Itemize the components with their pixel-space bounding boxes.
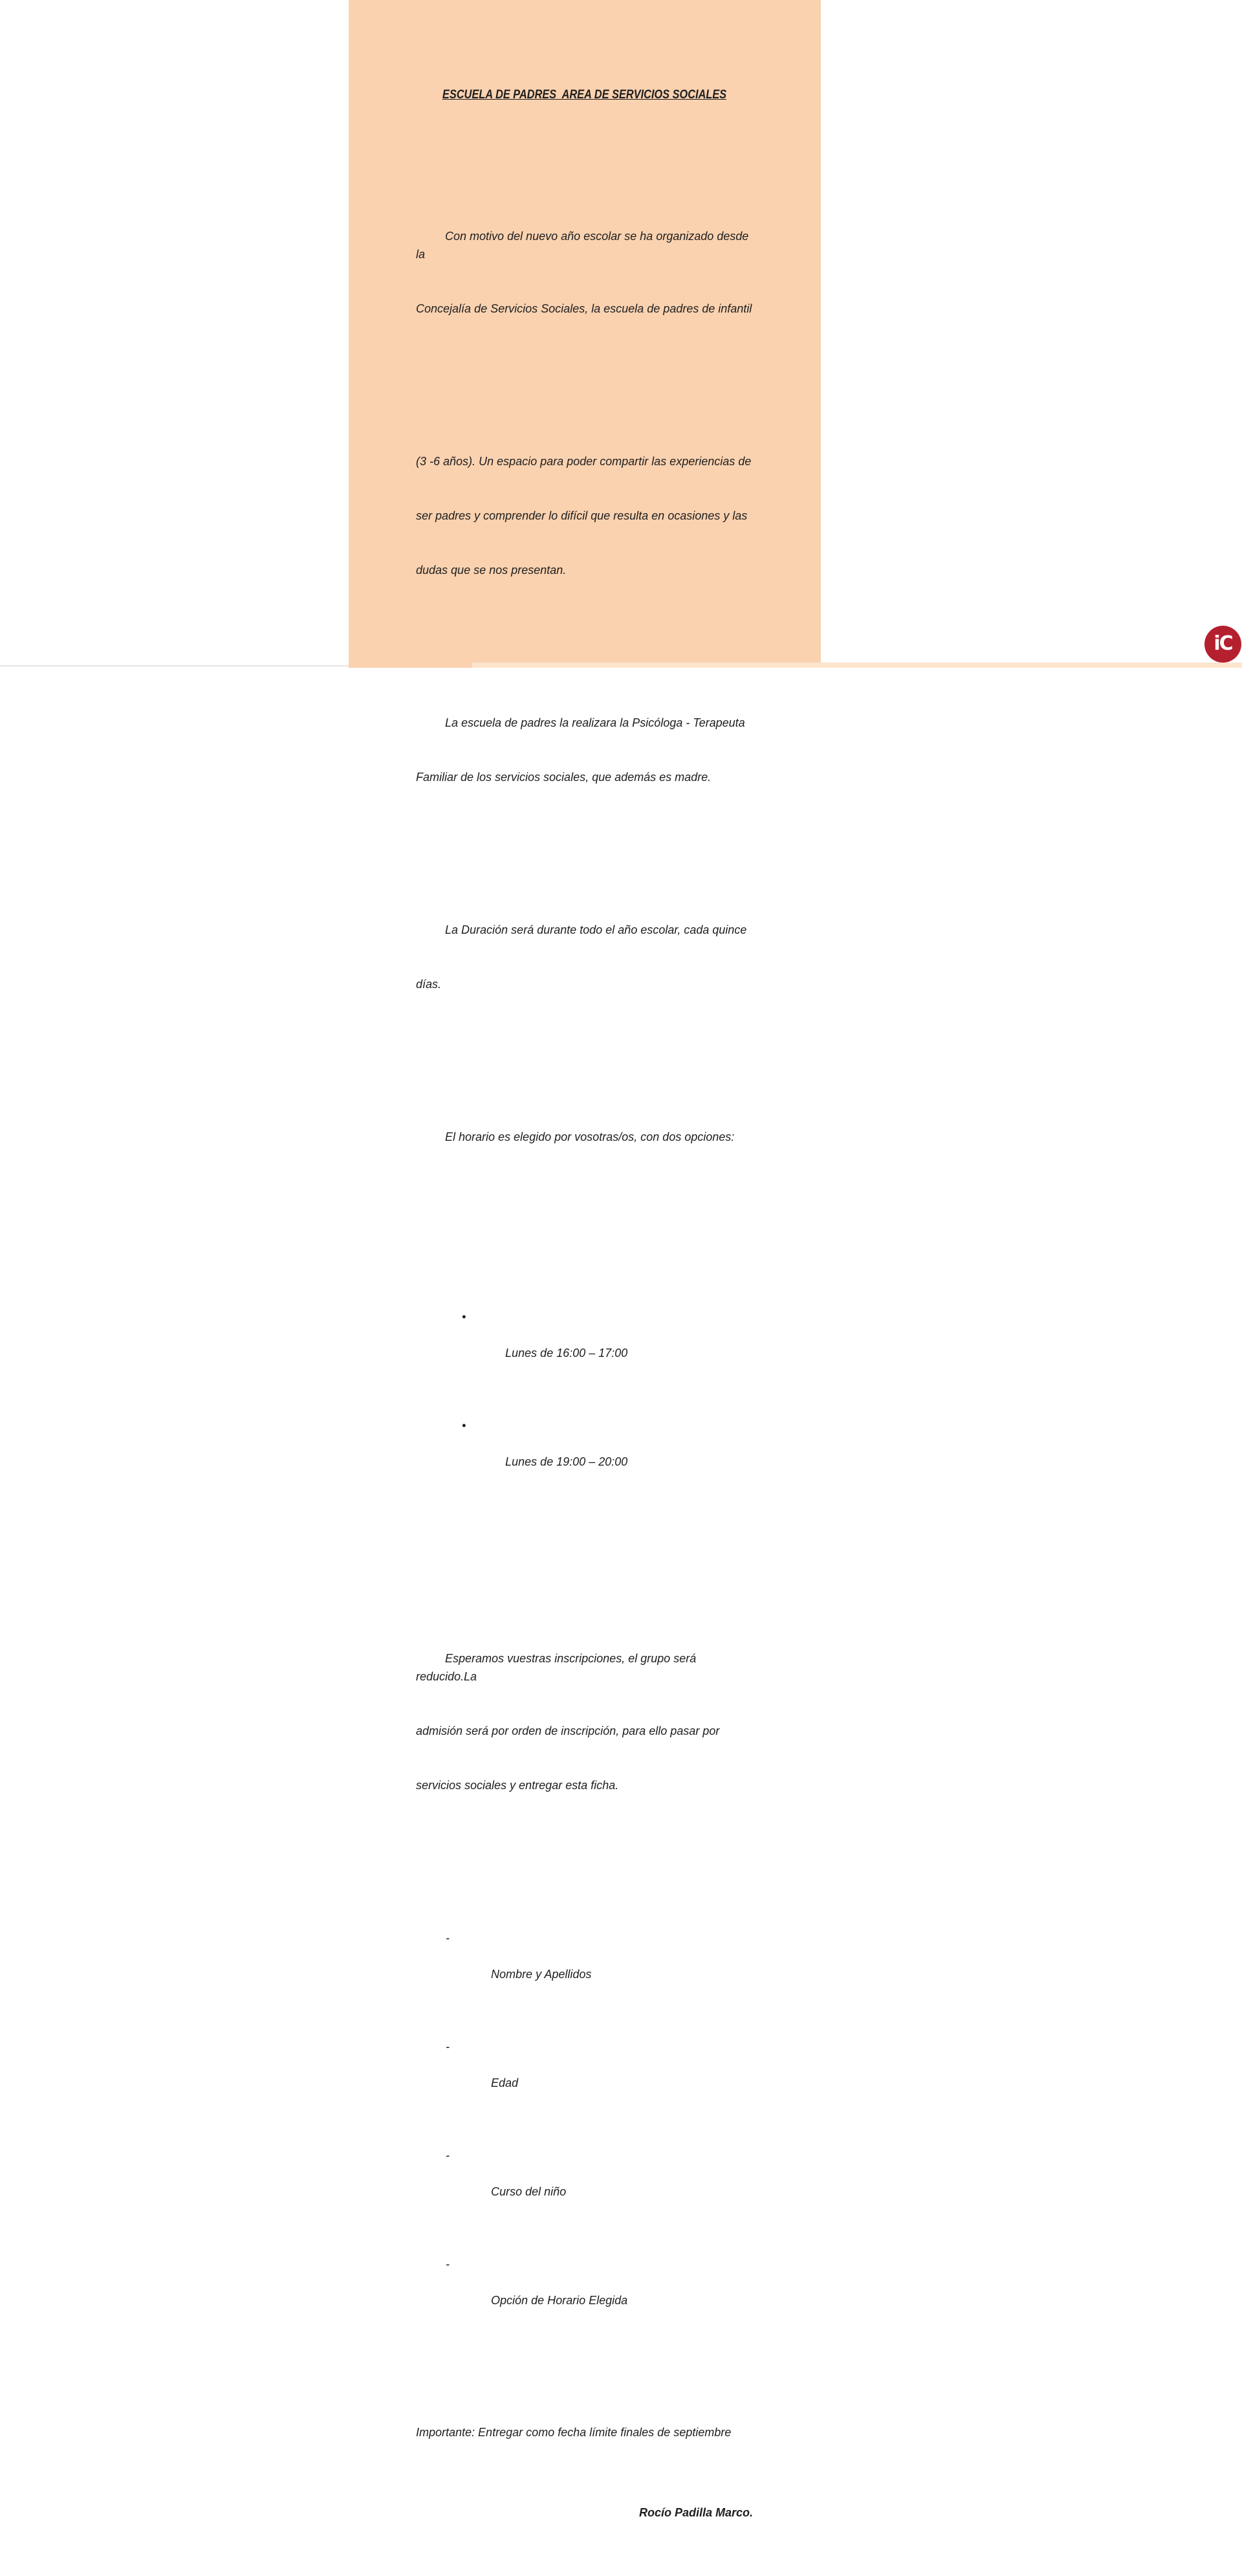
bullet-icon: • bbox=[462, 1310, 466, 1323]
document-title: ESCUELA DE PADRES AREA DE SERVICIOS SOCIALES bbox=[442, 88, 727, 102]
schedule-option bbox=[416, 1416, 753, 1489]
form-field-label: Curso del niño bbox=[491, 2185, 567, 2198]
paragraph-line: Con motivo del nuevo año escolar se ha organizado desde la bbox=[416, 230, 752, 261]
form-field-label: Edad bbox=[491, 2076, 519, 2089]
bullet-icon: • bbox=[462, 1419, 466, 1432]
paragraph-line: ser padres y comprender lo difícil que resulta en ocasiones y las bbox=[416, 509, 748, 522]
form-field-list bbox=[416, 1893, 753, 2364]
paragraph-intro bbox=[416, 191, 753, 354]
document-content bbox=[416, 0, 753, 2576]
schedule-option-label: Lunes de 16:00 – 17:00 bbox=[505, 1347, 628, 1360]
schedule-option bbox=[416, 1308, 753, 1380]
dash-icon: - bbox=[446, 2040, 450, 2053]
form-field-item bbox=[416, 2146, 753, 2219]
paragraph-schedule-intro bbox=[416, 1092, 753, 1182]
brand-logo-icon bbox=[1204, 626, 1241, 663]
schedule-list bbox=[416, 1271, 753, 1525]
paragraph-line: La escuela de padres la realizara la Psicóloga - Terapeuta bbox=[445, 716, 745, 729]
schedule-option-label: Lunes de 19:00 – 20:00 bbox=[505, 1455, 628, 1468]
paragraph-line: días. bbox=[416, 978, 442, 991]
paragraph-line: Concejalía de Servicios Sociales, la escuela de padres de infantil bbox=[416, 302, 752, 315]
paragraph-line: admisión será por orden de inscripción, para ello pasar por bbox=[416, 1724, 720, 1737]
dash-icon: - bbox=[446, 2149, 450, 2162]
paragraph-line: Familiar de los servicios sociales, que además es madre. bbox=[416, 771, 712, 784]
next-page-edge bbox=[472, 663, 1242, 668]
paragraph-description bbox=[416, 416, 753, 615]
paragraph-line: Esperamos vuestras inscripciones, el grupo será reducido.La bbox=[416, 1652, 700, 1683]
deadline-note: Importante: Entregar como fecha límite finales de septiembre bbox=[416, 2426, 732, 2439]
dash-icon: - bbox=[446, 1932, 450, 1944]
paragraph-line: dudas que se nos presentan. bbox=[416, 564, 567, 577]
paragraph-line: La Duración será durante todo el año escolar, cada quince bbox=[445, 923, 747, 936]
signature: Rocío Padilla Marco. bbox=[638, 2506, 753, 2519]
paragraph-line: El horario es elegido por vosotras/os, con dos opciones: bbox=[445, 1130, 735, 1143]
document-page bbox=[349, 0, 821, 2519]
form-field-item bbox=[416, 2038, 753, 2110]
dash-icon: - bbox=[446, 2258, 450, 2271]
paragraph-enrollment bbox=[416, 1613, 753, 1831]
paragraph-psychologist bbox=[416, 677, 753, 822]
form-field-item bbox=[416, 1929, 753, 2001]
paragraph-duration bbox=[416, 885, 753, 1029]
paragraph-line: servicios sociales y entregar esta ficha. bbox=[416, 1779, 619, 1792]
brand-logo-letters: iC bbox=[1214, 632, 1232, 655]
paragraph-line: (3 -6 años). Un espacio para poder compartir las experiencias de bbox=[416, 455, 752, 468]
page-bottom-line bbox=[0, 665, 349, 666]
form-field-label: Opción de Horario Elegida bbox=[491, 2294, 628, 2307]
form-field-item bbox=[416, 2255, 753, 2328]
form-field-label: Nombre y Apellidos bbox=[491, 1968, 592, 1981]
